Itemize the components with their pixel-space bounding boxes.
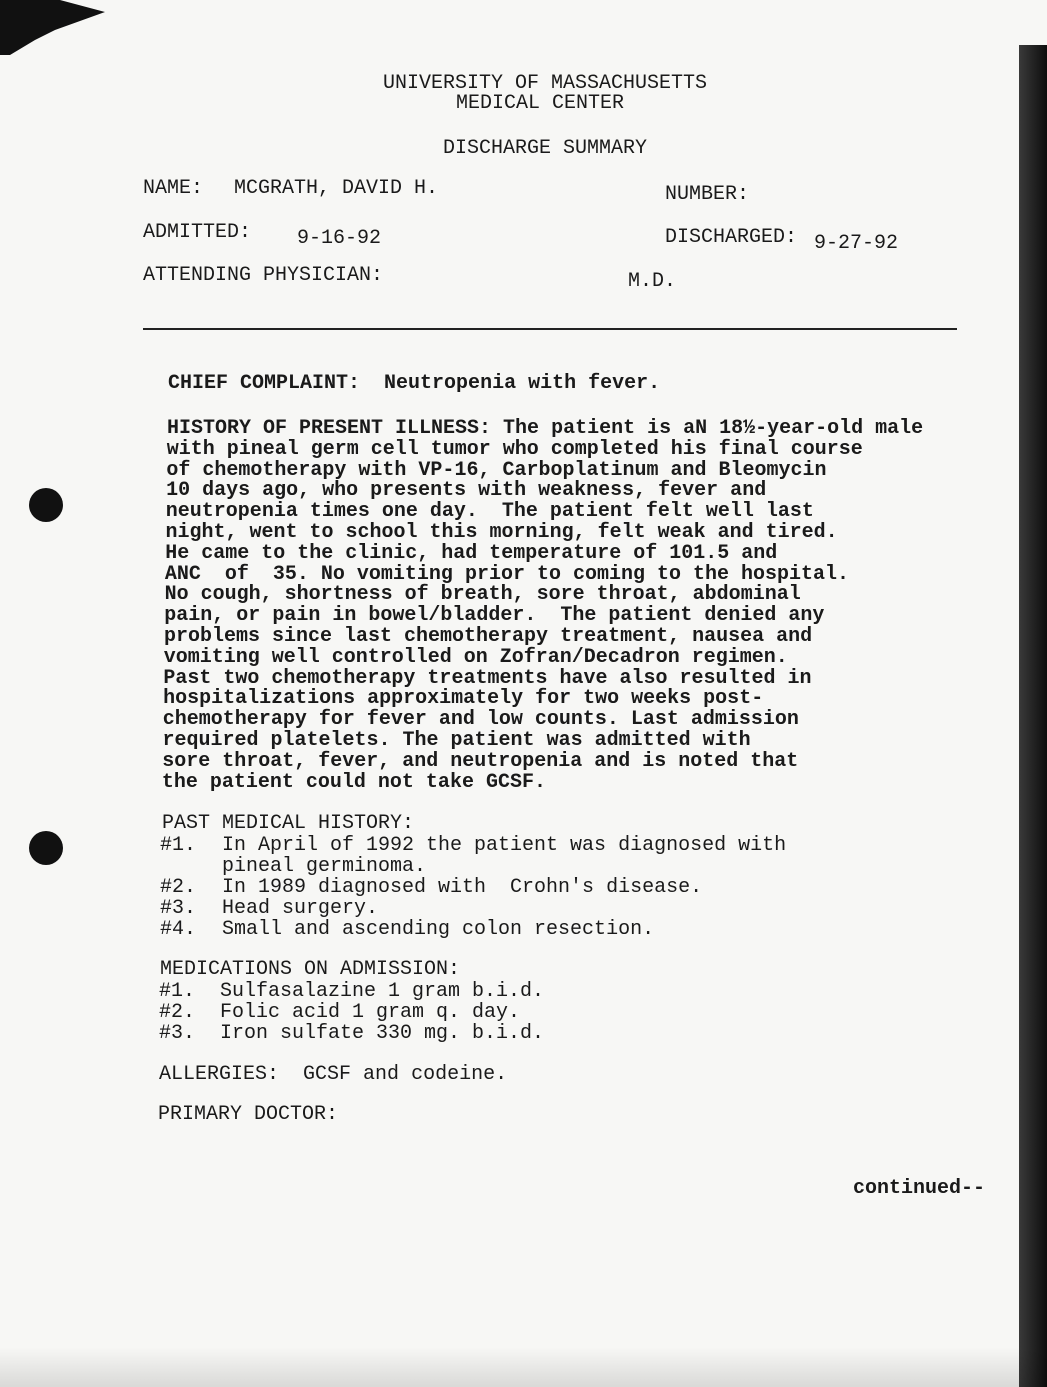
number-label: NUMBER: <box>665 183 750 206</box>
discharged-value: 9-27-92 <box>814 232 899 255</box>
hpi-line: sore throat, fever, and neutropenia and is noted that <box>162 749 799 773</box>
continued-marker: continued-- <box>853 1177 986 1200</box>
primary-doctor-label: PRIMARY DOCTOR: <box>158 1103 339 1126</box>
pmh-item-text: pineal germinoma. <box>222 855 427 878</box>
medications-label: MEDICATIONS ON ADMISSION: <box>160 958 461 981</box>
hpi-line: hospitalizations approximately for two weeks post- <box>163 687 764 711</box>
pmh-label: PAST MEDICAL HISTORY: <box>162 812 415 835</box>
pmh-item-text: In 1989 diagnosed with Crohn's disease. <box>222 876 703 899</box>
hpi-line: 10 days ago, who presents with weakness, fever and <box>166 479 767 503</box>
medication-text: Sulfasalazine 1 gram b.i.d. <box>220 980 545 1003</box>
hpi-line: ANC of 35. No vomiting prior to coming to the hospital. <box>164 562 850 586</box>
pmh-item-number: #3. <box>160 897 197 920</box>
hpi-line: required platelets. The patient was admitted with <box>162 729 751 752</box>
hpi-line: neutropenia times one day. The patient felt well last <box>165 500 814 524</box>
hole-punch <box>29 488 63 522</box>
hpi-line: of chemotherapy with VP-16, Carboplatinum and Bleomycin <box>166 458 827 482</box>
admitted-value: 9-16-92 <box>297 227 382 250</box>
hpi-line: chemotherapy for fever and low counts. Last admission <box>162 708 799 732</box>
chief-complaint-text: Neutropenia with fever. <box>384 372 661 395</box>
name-value: MCGRATH, DAVID H. <box>234 177 439 200</box>
name-label: NAME: <box>143 177 204 200</box>
header-divider <box>143 328 957 330</box>
allergies-label: ALLERGIES: <box>159 1063 280 1086</box>
document-title: DISCHARGE SUMMARY <box>443 137 648 160</box>
chief-complaint-label: CHIEF COMPLAINT: <box>168 372 361 395</box>
hpi-line: He came to the clinic, had temperature of 101.5 and <box>165 541 778 565</box>
hpi-line: with pineal germ cell tumor who completed his final course <box>166 437 863 461</box>
scan-edge-shadow <box>1019 45 1047 1387</box>
chief-complaint <box>168 373 660 394</box>
allergies <box>159 1064 507 1085</box>
allergies-text: GCSF and codeine. <box>303 1063 508 1086</box>
admitted-label: ADMITTED: <box>143 221 252 244</box>
medication-text: Folic acid 1 gram q. day. <box>220 1001 521 1024</box>
scan-shading <box>0 1347 1047 1387</box>
discharged-label: DISCHARGED: <box>665 226 798 249</box>
pmh-item-number: #1. <box>160 834 197 857</box>
medication-number: #3. <box>159 1022 196 1045</box>
hole-punch <box>29 831 63 865</box>
medication-text: Iron sulfate 330 mg. b.i.d. <box>220 1022 545 1045</box>
attending-physician-label: ATTENDING PHYSICIAN: <box>143 264 384 287</box>
medication-number: #1. <box>159 980 196 1003</box>
pmh-item-number: #4. <box>160 918 197 941</box>
institution-name: UNIVERSITY OF MASSACHUSETTS <box>383 72 708 95</box>
pmh-item-number: #2. <box>160 876 197 899</box>
hpi-line: problems since last chemotherapy treatment, nausea and <box>164 625 813 648</box>
hpi-line: HISTORY OF PRESENT ILLNESS: The patient is aN 18½-year-old male <box>167 417 924 440</box>
md-label: M.D. <box>628 270 677 293</box>
hpi-line: No cough, shortness of breath, sore throat, abdominal <box>164 583 801 607</box>
hpi-line: vomiting well controlled on Zofran/Decadron regimen. <box>163 645 788 669</box>
pmh-item-text: In April of 1992 the patient was diagnosed with <box>222 834 787 857</box>
hpi-line: night, went to school this morning, felt weak and tired. <box>165 521 838 544</box>
hpi-line: Past two chemotherapy treatments have also resulted in <box>163 666 812 690</box>
hpi-line: pain, or pain in bowel/bladder. The patient denied any <box>164 604 825 628</box>
institution-subname: MEDICAL CENTER <box>456 92 625 115</box>
scan-corner-artifact <box>0 0 110 60</box>
medication-number: #2. <box>159 1001 196 1024</box>
hpi-line: the patient could not take GCSF. <box>161 770 546 794</box>
pmh-item-text: Head surgery. <box>222 897 379 920</box>
pmh-item-text: Small and ascending colon resection. <box>222 918 655 941</box>
